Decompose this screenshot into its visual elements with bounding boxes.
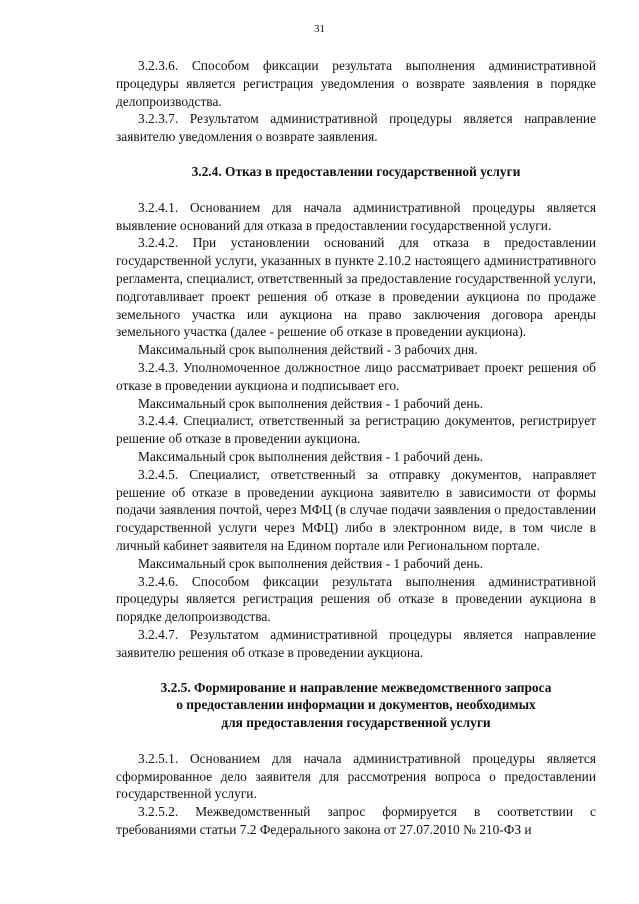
paragraph-3-2-4-2: 3.2.4.2. При установлении оснований для отказа в предоставлении государственной услуги, указанных в пункте 2.10.2 настоящего административного регламента, специалист, ответственный за предоставление государственной услуги, подготавливает проект решения об отказе в проведении аукциона по продаже земельного участка или аукциона на право заключения договора аренды земельного участка (далее - решение об отказе в проведении аукциона). xyxy=(116,235,596,340)
paragraph-3-2-3-7: 3.2.3.7. Результатом административной процедуры является направление заявителю уведомления о возврате заявления. xyxy=(116,111,596,145)
max-term-1-day: Максимальный срок выполнения действия - 1 рабочий день. xyxy=(138,448,484,464)
section-heading-3-2-5-line-3: для предоставления государственной услуги xyxy=(221,715,491,731)
page-content xyxy=(116,57,596,839)
section-heading-3-2-5-line-2: о предоставлении информации и документов, необходимых xyxy=(176,697,536,713)
paragraph-3-2-4-7: 3.2.4.7. Результатом административной процедуры является направление заявителю решения об отказе в проведении аукциона. xyxy=(116,626,596,660)
paragraph-3-2-5-1: 3.2.5.1. Основанием для начала административной процедуры является сформированное дело заявителя для рассмотрения вопроса о предоставлении государственной услуги. xyxy=(116,750,596,802)
max-term-1-day: Максимальный срок выполнения действия - 1 рабочий день. xyxy=(138,395,484,411)
max-term-3-days: Максимальный срок выполнения действий - 3 рабочих дня. xyxy=(138,342,478,358)
section-heading-3-2-4: 3.2.4. Отказ в предоставлении государственной услуги xyxy=(191,163,521,179)
paragraph-3-2-4-5: 3.2.4.5. Специалист, ответственный за отправку документов, направляет решение об отказе в проведении аукциона заявителю в зависимости от формы подачи заявления почтой, через МФЦ (в случае подачи заявления о предоставлении государственной услуги через МФЦ) либо в электронном виде, в том числе в личный кабинет заявителя на Едином портале или Региональном портале. xyxy=(116,466,596,553)
paragraph-3-2-3-6: 3.2.3.6. Способом фиксации результата выполнения административной процедуры является регистрация уведомления о возврате заявления в порядке делопроизводства. xyxy=(116,58,596,109)
paragraph-3-2-4-4: 3.2.4.4. Специалист, ответственный за регистрацию документов, регистрирует решение об отказе в проведении аукциона. xyxy=(116,413,596,447)
max-term-1-day: Максимальный срок выполнения действия - 1 рабочий день. xyxy=(138,555,484,571)
paragraph-3-2-4-1: 3.2.4.1. Основанием для начала административной процедуры является выявление оснований для отказа в предоставлении государственной услуги. xyxy=(116,199,596,233)
page-number: 31 xyxy=(314,23,325,35)
paragraph-3-2-5-2: 3.2.5.2. Межведомственный запрос формируется в соответствии с требованиями статьи 7.2 Федерального закона от 27.07.2010 № 210-ФЗ и xyxy=(116,804,596,838)
section-heading-3-2-5-line-1: 3.2.5. Формирование и направление межведомственного запроса xyxy=(160,679,552,695)
paragraph-3-2-4-3: 3.2.4.3. Уполномоченное должностное лицо рассматривает проект решения об отказе в проведении аукциона и подписывает его. xyxy=(116,359,596,393)
paragraph-3-2-4-6: 3.2.4.6. Способом фиксации результата выполнения административной процедуры является регистрация решения об отказе в проведении аукциона в порядке делопроизводства. xyxy=(116,573,596,625)
